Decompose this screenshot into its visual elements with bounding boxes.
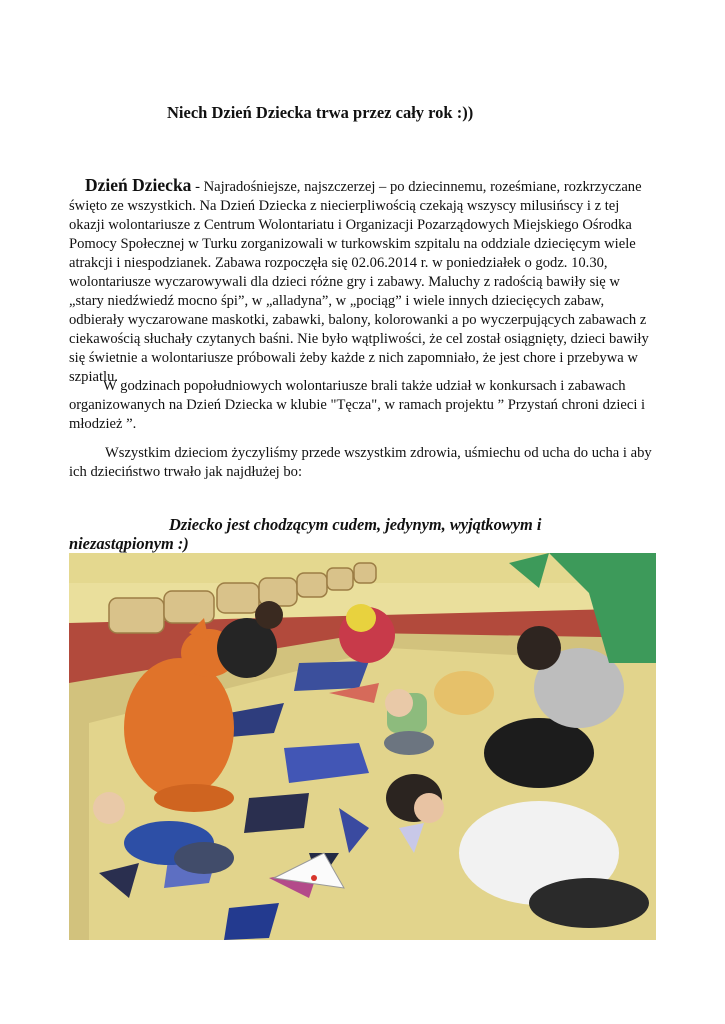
paragraph-line: święto ze wszystkich. Na Dzień Dziecka z niecierpliwością czekają wszyscy milusińscy i z tej [69,198,620,214]
paragraph-line: odbierały wyczarowane maskotki, zabawki, balony, kolorowanki a po wyczerpujących zabawach z [69,312,647,328]
paragraph-line: ciekawością słuchały czytanych baśni. Nie było wątpliwości, że cel został osiągnięty, dzieci bawiły [69,331,649,347]
paragraph-line: się świetnie a wolontariusze próbowali żeby każde z nich zapomniało, że jest chore i przebywa w [69,350,638,366]
event-photo [69,553,656,940]
motto-line: niezastąpionym :) [69,534,189,553]
document-title: Niech Dzień Dziecka trwa przez cały rok :)) [167,103,474,122]
event-photo-illustration [69,553,656,940]
paragraph-wishes [69,444,659,482]
paragraph-line: Pomocy Społecznej w Turku zorganizowali w turkowskim szpitalu na oddziale dziecięcym wiele [69,236,636,252]
paragraph-line: Dzień Dziecka - Najradośniejsze, najszczerzej – po dziecinnemu, roześmiane, rozkrzyczane [85,175,642,195]
paragraph-intro [69,176,659,387]
paragraph-line: „stary niedźwiedź mocno śpi”, w „alladyna”, w „pociąg” i wiele innych dziecięcych zabaw, [69,293,605,309]
motto-quote [69,515,669,553]
intro-lead: Dzień Dziecka [85,175,192,195]
paragraph-line: okazji wolontariusze z Centrum Wolontariatu i Organizacji Pozarządowych Miejskiego Ośrodka [69,217,632,233]
paragraph-line: wolontariusze wyczarowywali dla dzieci różne gry i zabawy. Maluchy z radością bawiły się w [69,274,620,290]
paragraph-line: organizowanych na Dzień Dziecka w klubie "Tęcza", w ramach projektu ” Przystań chroni dzieci i [69,397,646,413]
paragraph-afternoon [69,377,659,434]
paragraph-line: ich dzieciństwo trwało jak najdłużej bo: [69,464,303,480]
paragraph-line: młodzież ”. [69,416,137,432]
motto-line: Dziecko jest chodzącym cudem, jedynym, wyjątkowym i [169,515,542,534]
paragraph-line: Wszystkim dzieciom życzyliśmy przede wszystkim zdrowia, uśmiechu od ucha do ucha i aby [105,445,652,461]
paragraph-line: szpiatlu. [69,369,119,385]
paragraph-line: W godzinach popołudniowych wolontariusze brali także udział w konkursach i zabawach [103,378,626,394]
paragraph-line: atrakcji i niespodzianek. Zabawa rozpoczęła się 02.06.2014 r. w poniedziałek o godz. 10.30, [69,255,608,271]
